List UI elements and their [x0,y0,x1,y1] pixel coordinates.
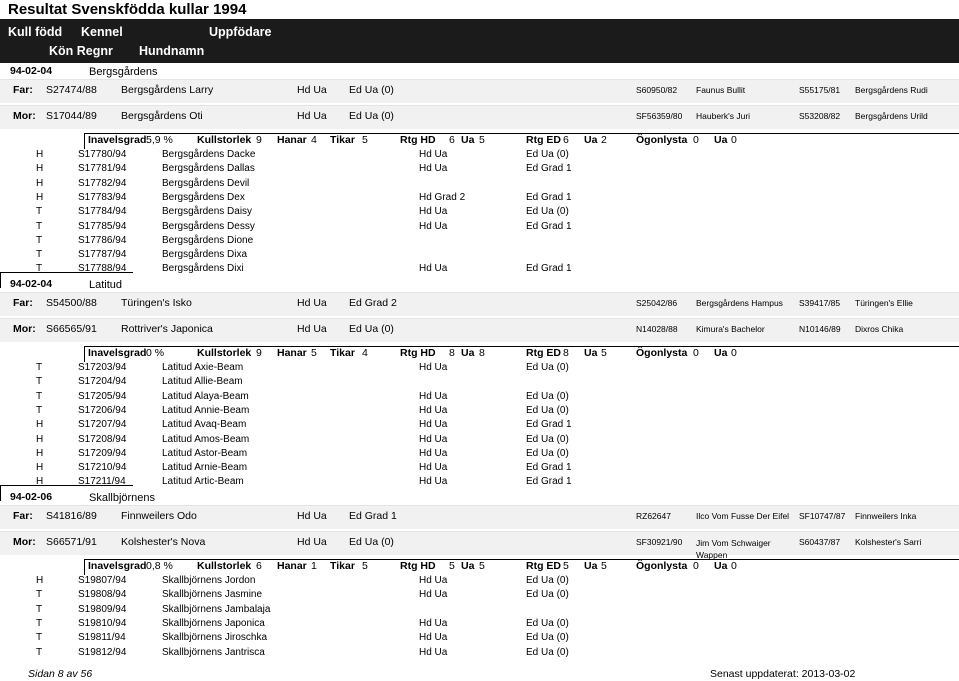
puppy-regnr: S17207/94 [78,419,127,431]
puppy-regnr: S17203/94 [78,362,127,373]
sire-regnr: S27474/88 [46,84,97,96]
ua-ed-value: 5 [601,347,607,359]
dam-dam-name: Kolshester's Sarri [855,537,922,547]
page-number: Sidan 8 av 56 [28,668,93,680]
page-title: Resultat Svenskfödda kullar 1994 [8,1,247,18]
puppy-name: Bergsgårdens Dacke [162,149,256,160]
dam-regnr: S66571/91 [46,536,97,548]
puppy-regnr: S17206/94 [78,404,127,416]
dam-ed: Ed Ua (0) [349,323,394,335]
hanar-label: Hanar [277,560,307,572]
rtg-hd-value: 5 [449,560,455,572]
puppy-sex: T [36,617,43,629]
dam-sire-regnr: SF30921/90 [636,537,683,547]
dam-dam-name: Dixros Chika [855,324,904,334]
sire-label: Far: [13,84,33,96]
puppy-name: Bergsgårdens Dex [162,191,245,203]
puppy-regnr: S19810/94 [78,617,127,629]
puppy-name: Bergsgårdens Dione [162,234,254,246]
puppy-sex: T [36,376,43,388]
puppy-name: Bergsgårdens Dixa [162,249,248,261]
rtg-ed-label: Rtg ED [526,560,561,572]
dam-dam-regnr: N10146/89 [799,324,841,334]
puppy-regnr: S19811/94 [78,632,126,644]
puppy-regnr: S17210/94 [78,462,127,474]
puppy-regnr: S17786/94 [78,234,127,246]
puppy-hd: Hd Ua [419,362,448,373]
dam-dam-name: Bergsgårdens Urild [855,111,928,121]
puppy-name: Latitud Avaq-Beam [162,419,247,431]
sire-sire-regnr: S60950/82 [636,85,678,95]
hanar-label: Hanar [277,134,307,146]
puppy-regnr: S17785/94 [78,220,127,232]
puppy-regnr: S17783/94 [78,191,127,203]
puppy-ed: Ed Ua (0) [526,447,569,459]
puppy-hd: Hd Ua [419,149,448,160]
sire-ed: Ed Grad 1 [349,510,397,522]
ua-hd-label: Ua [461,347,475,359]
column-header-bar [0,19,959,63]
dam-name: Kolshester's Nova [121,536,206,548]
puppy-hd: Hd Ua [419,220,448,232]
puppy-name: Bergsgårdens Daisy [162,206,253,218]
puppy-ed: Ed Ua (0) [526,632,569,644]
sire-dam-regnr: S55175/81 [799,85,841,95]
puppy-sex: H [36,462,44,474]
dam-regnr: S17044/89 [46,110,97,122]
puppy-hd: Hd Ua [419,447,448,459]
puppy-regnr: S17205/94 [78,390,127,402]
sire-hd: Hd Ua [297,297,327,309]
dam-hd: Hd Ua [297,323,327,335]
dam-label: Mor: [13,323,36,335]
puppy-name: Latitud Artic-Beam [162,476,244,488]
sire-ed: Ed Grad 2 [349,297,397,309]
sire-dam-name: Finnweilers Inka [855,511,917,521]
dam-ed: Ed Ua (0) [349,536,394,548]
puppy-regnr: S17211/94 [78,476,126,488]
puppy-sex: T [36,206,43,218]
rtg-ed-label: Rtg ED [526,347,561,359]
puppy-name: Latitud Annie-Beam [162,404,250,416]
puppy-hd: Hd Ua [419,589,448,601]
ogonlysta-value: 0 [693,134,699,146]
ua-hd-value: 8 [479,347,485,359]
puppy-hd: Hd Ua [419,404,448,416]
sire-sire-regnr: S25042/86 [636,298,678,308]
sire-sire-name: Faunus Bullit [696,85,746,95]
puppy-hd: Hd Ua [419,206,448,218]
puppy-hd: Hd Ua [419,263,448,275]
sire-sire-regnr: RZ62647 [636,511,671,521]
puppy-hd: Hd Ua [419,575,448,586]
puppy-name: Latitud Arnie-Beam [162,462,248,474]
inavelsgrad-label: Inavelsgrad [88,347,147,359]
kullstorlek-label: Kullstorlek [197,347,252,359]
rtg-ed-label: Rtg ED [526,134,561,146]
puppy-sex: H [36,149,44,160]
litter-kennel: Latitud [89,279,123,291]
dam-sire-regnr: SF56359/80 [636,111,683,121]
kullstorlek-label: Kullstorlek [197,560,252,572]
puppy-name: Latitud Alaya-Beam [162,390,249,402]
puppy-hd: Hd Ua [419,419,448,431]
puppy-name: Latitud Astor-Beam [162,447,248,459]
kullstorlek-value: 9 [256,134,262,146]
dam-sire-regnr: N14028/88 [636,324,678,334]
puppy-regnr: S17787/94 [78,249,127,261]
puppy-name: Skallbjörnens Jantrisca [162,646,265,658]
puppy-regnr: S17784/94 [78,206,127,218]
litter-date: 94-02-04 [10,65,53,77]
hanar-value: 4 [311,134,317,146]
puppy-hd: Hd Ua [419,462,448,474]
ogonlysta-value: 0 [693,560,699,572]
ua-ed-label: Ua [584,347,598,359]
puppy-ed: Ed Ua (0) [526,149,569,160]
hanar-value: 1 [311,560,317,572]
puppy-ed: Ed Ua (0) [526,404,569,416]
puppy-ed: Ed Ua (0) [526,433,569,445]
litter-date: 94-02-06 [10,491,53,503]
puppy-name: Skallbjörnens Jasmine [162,589,263,601]
hanar-label: Hanar [277,347,307,359]
puppy-sex: T [36,362,43,373]
dam-dam-regnr: S53208/82 [799,111,841,121]
inavelsgrad-value: 0 % [146,347,165,359]
ua-og-label: Ua [714,560,728,572]
sire-name: Bergsgårdens Larry [121,84,214,96]
puppy-hd: Hd Ua [419,163,448,175]
header-kull-fodd: Kull född [8,25,63,39]
inavelsgrad-value: 0,8 % [146,560,173,572]
puppy-sex: T [36,646,43,658]
puppy-sex: T [36,263,43,275]
puppy-hd: Hd Grad 2 [419,191,466,203]
puppy-ed: Ed Ua (0) [526,390,569,402]
sire-sire-name: Bergsgårdens Hampus [696,298,783,308]
rtg-hd-value: 8 [449,347,455,359]
puppy-ed: Ed Ua (0) [526,617,569,629]
litter-kennel: Bergsgårdens [89,66,158,78]
header-kennel: Kennel [81,25,123,39]
ua-hd-label: Ua [461,134,475,146]
puppy-sex: T [36,249,43,261]
ogonlysta-value: 0 [693,347,699,359]
puppy-name: Latitud Allie-Beam [162,376,243,388]
puppy-regnr: S17208/94 [78,433,127,445]
hanar-value: 5 [311,347,317,359]
sire-hd: Hd Ua [297,510,327,522]
tikar-label: Tikar [330,347,355,359]
ua-og-value: 0 [731,347,737,359]
puppy-hd: Hd Ua [419,632,448,644]
ua-hd-label: Ua [461,560,475,572]
puppy-regnr: S17209/94 [78,447,127,459]
rtg-hd-value: 6 [449,134,455,146]
puppy-sex: H [36,447,44,459]
litter-date: 94-02-04 [10,278,53,290]
puppy-ed: Ed Ua (0) [526,575,569,586]
puppy-name: Bergsgårdens Dixi [162,263,244,275]
puppy-name: Bergsgårdens Devil [162,177,250,189]
ua-og-label: Ua [714,134,728,146]
ua-og-value: 0 [731,560,737,572]
puppy-sex: T [36,234,43,246]
sire-label: Far: [13,510,33,522]
sire-dam-name: Türingen's Ellie [855,298,913,308]
tikar-label: Tikar [330,560,355,572]
puppy-ed: Ed Ua (0) [526,362,569,373]
tikar-value: 5 [362,560,368,572]
sire-dam-name: Bergsgårdens Rudi [855,85,928,95]
puppy-regnr: S17788/94 [78,263,127,275]
ua-ed-label: Ua [584,560,598,572]
puppy-name: Latitud Axie-Beam [162,362,244,373]
dam-hd: Hd Ua [297,536,327,548]
litter-kennel: Skallbjörnens [89,492,156,504]
dam-dam-regnr: S60437/87 [799,537,841,547]
puppy-ed: Ed Ua (0) [526,646,569,658]
puppy-name: Skallbjörnens Japonica [162,617,265,629]
puppy-hd: Hd Ua [419,433,448,445]
puppy-sex: H [36,476,44,488]
header-kon-regnr: Kön Regnr [49,44,113,58]
dam-name: Bergsgårdens Oti [121,110,203,122]
dam-name: Rottriver's Japonica [121,323,213,335]
ua-hd-value: 5 [479,134,485,146]
sire-regnr: S54500/88 [46,297,97,309]
puppy-sex: H [36,163,44,175]
puppy-hd: Hd Ua [419,390,448,402]
sire-ed: Ed Ua (0) [349,84,394,96]
section-tab-line [0,485,133,501]
puppy-name: Bergsgårdens Dessy [162,220,255,232]
puppy-sex: T [36,589,43,601]
puppy-hd: Hd Ua [419,617,448,629]
puppy-ed: Ed Ua (0) [526,206,569,218]
sire-sire-name: Ilco Vom Fusse Der Eifel [696,511,790,521]
sire-name: Finnweilers Odo [121,510,197,522]
ogonlysta-label: Ögonlysta [636,347,688,359]
dam-label: Mor: [13,110,36,122]
puppy-regnr: S19807/94 [78,575,127,586]
puppy-ed: Ed Grad 1 [526,476,572,488]
last-updated: Senast uppdaterat: 2013-03-02 [710,668,856,680]
ua-og-label: Ua [714,347,728,359]
rtg-hd-label: Rtg HD [400,134,436,146]
sire-hd: Hd Ua [297,84,327,96]
tikar-value: 5 [362,134,368,146]
rtg-hd-label: Rtg HD [400,560,436,572]
dam-regnr: S66565/91 [46,323,97,335]
inavelsgrad-label: Inavelsgrad [88,134,147,146]
sire-regnr: S41816/89 [46,510,97,522]
ua-ed-value: 2 [601,134,607,146]
header-hundnamn: Hundnamn [139,44,205,58]
ogonlysta-label: Ögonlysta [636,560,688,572]
puppy-ed: Ed Grad 1 [526,419,572,431]
dam-sire-name: Jim Vom Schwaiger Wappen [696,538,771,560]
puppy-sex: H [36,419,44,431]
dam-sire-name: Kimura's Bachelor [696,324,765,334]
puppy-regnr: S17780/94 [78,149,127,160]
rtg-hd-label: Rtg HD [400,347,436,359]
sire-name: Türingen's Isko [121,297,192,309]
kullstorlek-value: 9 [256,347,262,359]
puppy-name: Bergsgårdens Dallas [162,163,255,175]
dam-sire-name: Hauberk's Juri [696,111,751,121]
puppy-regnr: S17204/94 [78,376,127,388]
puppy-hd: Hd Ua [419,476,448,488]
puppy-sex: T [36,390,43,402]
section-tab-line [0,272,133,288]
puppy-hd: Hd Ua [419,646,448,658]
puppy-sex: T [36,603,43,615]
tikar-value: 4 [362,347,368,359]
sire-label: Far: [13,297,33,309]
puppy-name: Skallbjörnens Jordon [162,575,256,586]
rtg-ed-value: 8 [563,347,569,359]
inavelsgrad-label: Inavelsgrad [88,560,147,572]
kullstorlek-label: Kullstorlek [197,134,252,146]
dam-label: Mor: [13,536,36,548]
dam-ed: Ed Ua (0) [349,110,394,122]
puppy-regnr: S19812/94 [78,646,127,658]
ua-og-value: 0 [731,134,737,146]
ua-ed-value: 5 [601,560,607,572]
puppy-ed: Ed Grad 1 [526,462,572,474]
puppy-sex: T [36,632,43,644]
puppy-regnr: S17782/94 [78,177,127,189]
puppy-ed: Ed Ua (0) [526,589,569,601]
puppy-sex: H [36,433,44,445]
header-uppfodare: Uppfödare [209,25,272,39]
puppy-name: Skallbjörnens Jiroschka [162,632,268,644]
puppy-sex: H [36,191,44,203]
sire-dam-regnr: SF10747/87 [799,511,846,521]
ua-hd-value: 5 [479,560,485,572]
puppy-ed: Ed Grad 1 [526,191,572,203]
puppy-ed: Ed Grad 1 [526,220,572,232]
dam-hd: Hd Ua [297,110,327,122]
puppy-sex: T [36,220,43,232]
puppy-ed: Ed Grad 1 [526,163,572,175]
puppy-sex: T [36,404,43,416]
rtg-ed-value: 6 [563,134,569,146]
puppy-regnr: S17781/94 [78,163,127,175]
inavelsgrad-value: 5,9 % [146,134,173,146]
puppy-regnr: S19808/94 [78,589,127,601]
rtg-ed-value: 5 [563,560,569,572]
tikar-label: Tikar [330,134,355,146]
puppy-name: Latitud Amos-Beam [162,433,250,445]
puppy-name: Skallbjörnens Jambalaja [162,603,271,615]
puppy-sex: H [36,177,44,189]
puppy-sex: H [36,575,44,586]
kullstorlek-value: 6 [256,560,262,572]
sire-dam-regnr: S39417/85 [799,298,841,308]
puppy-ed: Ed Grad 1 [526,263,572,275]
ogonlysta-label: Ögonlysta [636,134,688,146]
ua-ed-label: Ua [584,134,598,146]
puppy-regnr: S19809/94 [78,603,127,615]
